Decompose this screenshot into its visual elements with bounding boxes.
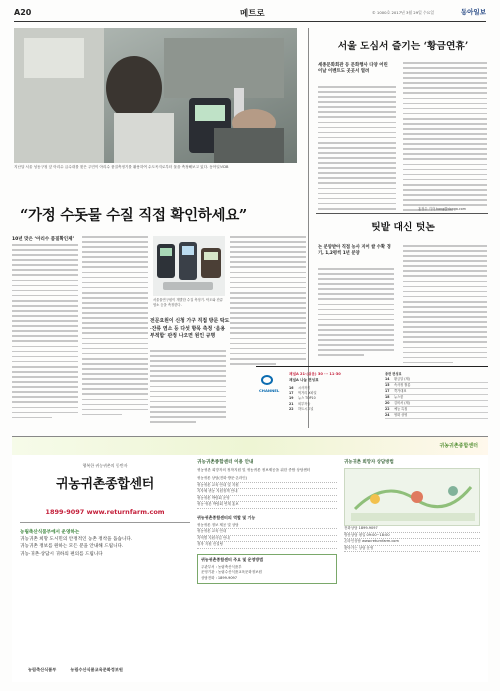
section-divider [316,213,488,214]
list-item: 정착 지원 컨설팅 [197,542,337,549]
ad-middle-panel [197,459,337,584]
ad-mid-title: 귀농귀촌종합센터 이용 안내 [197,460,254,465]
page-header [14,6,486,22]
list-item: 24 영화 상영 [385,413,488,419]
second-article-column-2 [403,245,487,367]
advertisement [12,436,488,682]
channel-line-2: 채널A 나눔 편성표 [289,378,319,382]
list-item: 귀농귀촌 정보 제공 및 상담 [197,523,337,530]
ad-divider [20,522,190,523]
column-divider [308,28,309,428]
section-name: 메트로 [240,9,265,19]
schedule-list [385,372,488,419]
ad-phone[interactable]: 1899-9097 www.returnfarm.com [45,508,165,516]
list-item: 운영기관 : 농림수산식품교육문화정보원 [201,570,262,575]
article-column-4 [230,236,306,368]
schedule-header: 종편 편성표 [385,372,402,376]
list-item: 19 뉴스 TOP10 [289,396,316,401]
program-list [289,386,379,412]
list-item: 귀농귀촌 상담(전화·방문·온라인) [197,476,337,483]
second-article-title: 팃밭 대신 텃논 [371,222,435,233]
article-subhead: 10년 맞은 ‘아리수 품질확인제’ [12,237,75,242]
ad-top-logo: 귀농귀촌종합센터 [439,443,478,449]
list-item: 16 시사자키 [289,386,311,390]
brand-name: 동아일보 [460,8,486,16]
article-column-2 [82,236,148,419]
ad-map-graphic [344,468,480,526]
channel-line: 채널A 21·(쉬운) 30 ··· 11·30 [289,372,341,376]
list-item: 귀농귀촌 교육 안내 및 지원 [197,483,337,490]
list-item: 18 뉴스룸 [385,395,488,401]
channel-logo: CHANNEL [259,373,285,395]
right-article-subtitle: 세종문화회관 등 문화행사 다양 어린이날 이벤트도 곳곳서 열려 [318,63,388,75]
list-item: 주관부서 : 농림축산식품부 [201,564,242,569]
second-article-column-1 [318,268,394,359]
ad-kicker: 행복한 귀농귀촌의 동반자 [82,463,128,468]
list-item: 21 외부자들 [289,401,311,406]
ad-sponsors [28,667,123,673]
article-column-1 [12,244,78,422]
list-item: 지자체 귀농 지원정책 안내 [197,489,337,496]
ad-body: 농림축산식품부에서 운영하는 귀농귀촌 희망 도시민의 안정적인 농촌 정착을 돕습니다. 귀농귀촌 정보를 원하는 모든 분을 안내해 드립니다. 귀농·귀촌·상담시 귀하의 편의를 드립니다 [20,529,133,557]
ad-mid-heading-2: 귀농귀촌종합센터의 역할 및 기능 [197,514,256,520]
list-item: 14 황금알 (재) [385,377,488,383]
main-headline: “가정 수돗물 수질 직접 확인하세요” [20,207,247,224]
channel-ring-icon [261,375,273,385]
list-item: 22 예능 특집 [385,407,488,413]
ad-left-panel [20,459,190,677]
tv-divider [256,366,488,367]
list-item: 찾아가는 상담 운영 [344,546,480,553]
list-item: 귀농·귀촌 박람회 연계 홍보 [197,502,337,509]
ad-center-name: 귀농귀촌종합센터 [55,477,155,492]
right-article-column-2 [403,62,487,214]
ad-right-panel [344,459,480,552]
tv-listings [259,370,488,424]
list-item: 귀농귀촌 교육 안내 [197,529,337,536]
agency-logo: 농림수산식품교육문화정보원 [70,667,123,672]
list-item: 17 먹거리 X파일 [289,391,317,396]
right-article-byline: 홍정수 기자 hong@donga.com [418,207,467,211]
ad-banner [12,437,488,455]
device-photo [153,236,225,296]
list-item: 20 김비서 (재) [385,401,488,407]
list-item[interactable]: 온라인상담 www.returnfarm.com [344,539,480,546]
device-caption: 서울물연구원이 개발한 수질 측정기. 탁도와 잔류염소 등을 측정한다. [153,298,223,307]
list-item: 방문상담 평일 09:00~18:00 [344,533,480,540]
right-article-column-1 [318,86,396,213]
page-number: A20 [14,8,32,17]
photo-caption: 지난달 서울 성동구청 앞 아리수 급수대를 찾은 주민이 아리수 품질측정기를 활용하여 수도꼭지로부터 물을 측정해보고 있다. 동아일보DB [14,165,229,169]
list-item: 지역별 지원사업 안내 [197,536,337,543]
ministry-logo: 농림축산식품부 [28,667,57,672]
list-item: 17 쿡가대표 [385,389,488,395]
ad-mid-text: 귀농귀촌 희망자의 정착지원 및 귀농귀촌 정보제공을 위한 종합 상담센터 [197,468,311,472]
side-headline: 전문요원이 신청 가구 직접 방문 탁도·잔류 염소 등 다섯 항목 측정 ‘음용 부적합’ 판정 나오면 원인 규명 [150,318,230,340]
date-line: © 1000호 2017년 3월 29일 수요일 [371,10,434,15]
list-item: 전화상담 1899-9097 [344,526,480,533]
article-photo [14,28,297,163]
list-item: 15 속사정 쌀롱 [385,383,488,389]
ad-mid-heading-3: 귀농귀촌종합센터 주요 및 운영방법 [201,556,264,562]
list-item: 상담전화 : 1899-9097 [201,575,238,580]
right-article-title: 서울 도심서 즐기는 ‘황금연휴’ [337,41,469,52]
ad-info-box [197,554,337,585]
article-column-3 [150,350,226,426]
list-item: 귀농귀촌 박람회 운영 [197,496,337,503]
ad-right-title: 귀농귀촌 희망자 상담방법 [344,460,394,465]
second-article-lead: 논 분양받아 직접 농사 지어 쌀 수확 경기, 1,2평씩 1년 분양 [318,245,391,257]
list-item: 22 하트시그널 [289,406,314,411]
